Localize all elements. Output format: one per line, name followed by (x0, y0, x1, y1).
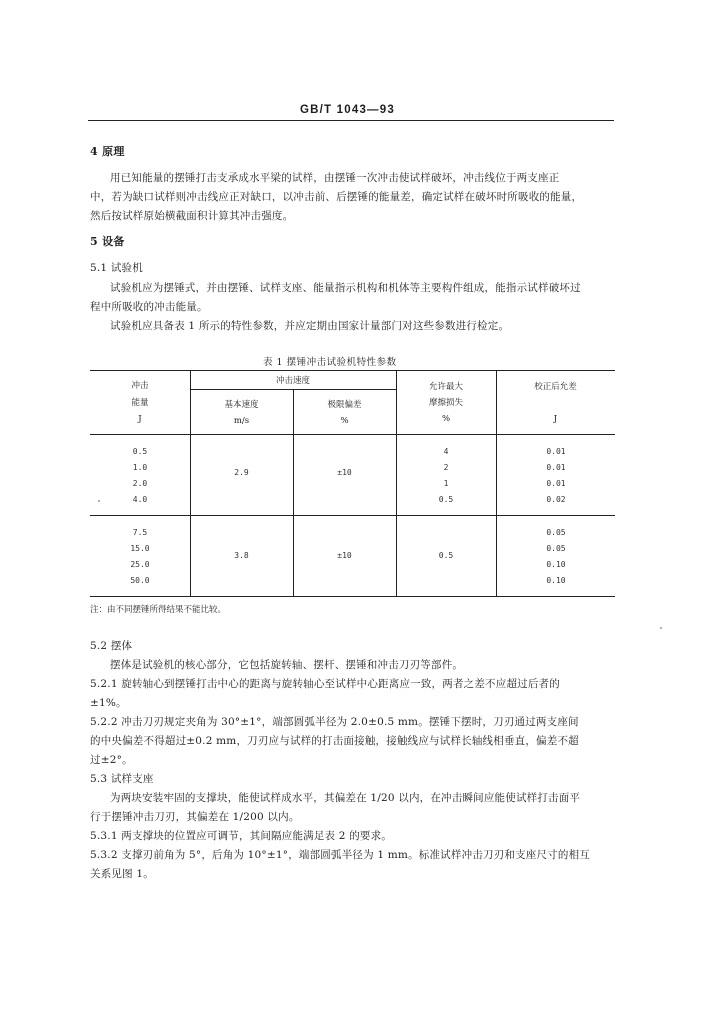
group1-speed: 2.9 (234, 468, 249, 477)
table-vrule-4 (496, 370, 497, 596)
table-cell: 0.01 (546, 463, 566, 472)
table-cell: 1 (443, 479, 449, 488)
header-tolerance-unit: % (340, 416, 349, 426)
table-cell: 0.5 (132, 447, 148, 456)
scan-speck (660, 627, 662, 629)
section-4-line-1: 用已知能量的摆锤打击支承成水平梁的试样，由摆锤一次冲击使试样破坏，冲击线位于两支座正 (110, 172, 560, 184)
header-impact-speed: 冲击速度 (275, 376, 310, 386)
table-top-rule (90, 370, 615, 371)
table-cell: 4 (443, 447, 449, 456)
group1-friction-column (426, 444, 466, 508)
table-cell: 1.0 (132, 463, 148, 472)
section-5-3-line-1: 为两块安装牢固的支撑块，能使试样成水平，其偏差在 1/20 以内，在冲击瞬间应能使试样打击面平 (110, 792, 581, 804)
header-corrected: 校正后允差 (534, 382, 577, 392)
table-cell: 4.0 (132, 495, 148, 504)
table-cell: 7.5 (132, 528, 148, 537)
table-cell: 0.02 (546, 495, 566, 504)
header-friction-1: 允许最大 (428, 382, 463, 392)
section-5-1-line-2: 程中所吸收的冲击能量。 (90, 301, 208, 313)
group2-energy-column (120, 525, 160, 589)
section-5-3-2-line-2: 关系见图 1。 (90, 868, 154, 880)
section-5-2-2-line-1: 5.2.2 冲击刀刃规定夹角为 30°±1°，端部圆弧半径为 2.0±0.5 mm。摆锤下摆时，刀刃通过两支座间 (90, 716, 579, 728)
table-cell: 0.01 (546, 479, 566, 488)
table-1-note: 注：由不同摆锤所得结果不能比较。 (90, 605, 227, 615)
section-5-2-title: 5.2 摆体 (90, 640, 133, 652)
header-energy-unit: J (138, 414, 142, 424)
table-cell: 50.0 (130, 576, 150, 585)
table-cell: 0.01 (546, 447, 566, 456)
header-energy-2: 能量 (131, 398, 149, 408)
header-friction-unit: % (441, 414, 451, 424)
table-cell: 0.05 (546, 528, 566, 537)
table-cell: 25.0 (130, 560, 150, 569)
section-5-title: 5 设备 (90, 235, 125, 248)
table-cell: 0.05 (546, 544, 566, 553)
section-5-2-1-line-2: ±1%。 (90, 697, 127, 709)
header-basic-speed-unit: m/s (233, 416, 250, 426)
table-cell: 0.10 (546, 576, 566, 585)
section-4-title: 4 原理 (90, 145, 125, 158)
header-tolerance: 极限偏差 (327, 400, 362, 410)
section-5-3-2-line-1: 5.3.2 支撑刃前角为 5°，后角为 10°±1°，端部圆弧半径为 1 mm。标准试样冲击刀刃和支座尺寸的相互 (90, 849, 590, 861)
section-5-1-line-3: 试验机应具备表 1 所示的特性参数，并应定期由国家计量部门对这些参数进行检定。 (110, 320, 510, 332)
table-cell: 2.0 (132, 479, 148, 488)
table-cell: 15.0 (130, 544, 150, 553)
section-5-3-title: 5.3 试样支座 (90, 773, 154, 785)
header-basic-speed: 基本速度 (224, 400, 259, 410)
group2-speed: 3.8 (234, 551, 249, 560)
group1-tolerance: ±10 (337, 468, 352, 477)
section-5-3-line-2: 行于摆锤冲击刀刃，其偏差在 1/200 以内。 (90, 811, 300, 823)
group1-corrected-column (536, 444, 576, 508)
table-header-rule (90, 434, 615, 435)
group2-corrected-column (536, 525, 576, 589)
section-5-3-1-line-1: 5.3.1 两支撑块的位置应可调节，其间隔应能满足表 2 的要求。 (90, 830, 393, 842)
table-bottom-rule (90, 596, 615, 597)
section-5-2-2-line-2: 的中央偏差不得超过±0.2 mm，刀刃应与试样的打击面接触，接触线应与试样长轴线相垂直，偏差不超 (90, 735, 579, 747)
table-1-caption: 表 1 摆锤冲击试验机特性参数 (263, 357, 397, 368)
group1-energy-column (120, 444, 160, 508)
section-4-line-3: 然后按试样原始横截面积计算其冲击强度。 (90, 210, 294, 222)
section-5-2-2-line-3: 过±2°。 (90, 754, 133, 766)
group2-tolerance: ±10 (337, 551, 352, 560)
document-code: GB/T 1043—93 (300, 104, 395, 116)
table-group-rule (90, 515, 615, 516)
table-cell: 2 (443, 463, 449, 472)
header-corrected-unit: J (553, 414, 558, 424)
section-5-2-line-1: 摆体是试验机的核心部分，它包括旋转轴、摆杆、摆锤和冲击刀刃等部件。 (110, 659, 464, 671)
section-5-1-line-1: 试验机应为摆锤式，并由摆锤、试样支座、能量指示机构和机体等主要构件组成，能指示试样破坏过 (110, 282, 581, 294)
header-energy-1: 冲击 (131, 381, 149, 391)
scan-speck (98, 500, 100, 502)
table-cell: 0.5 (438, 495, 454, 504)
section-4-line-2: 中，若为缺口试样则冲击线应正对缺口，以冲击前、后摆锤的能量差，确定试样在破坏时所吸收的能量， (90, 191, 583, 203)
header-friction-2: 摩擦损失 (428, 398, 463, 408)
group2-friction: 0.5 (438, 551, 454, 560)
section-5-1-title: 5.1 试验机 (90, 262, 143, 274)
table-cell: 0.10 (546, 560, 566, 569)
section-5-2-1-line-1: 5.2.1 旋转轴心到摆锤打击中心的距离与旋转轴心至试样中心距离应一致，两者之差不应超过后者的 (90, 678, 560, 690)
